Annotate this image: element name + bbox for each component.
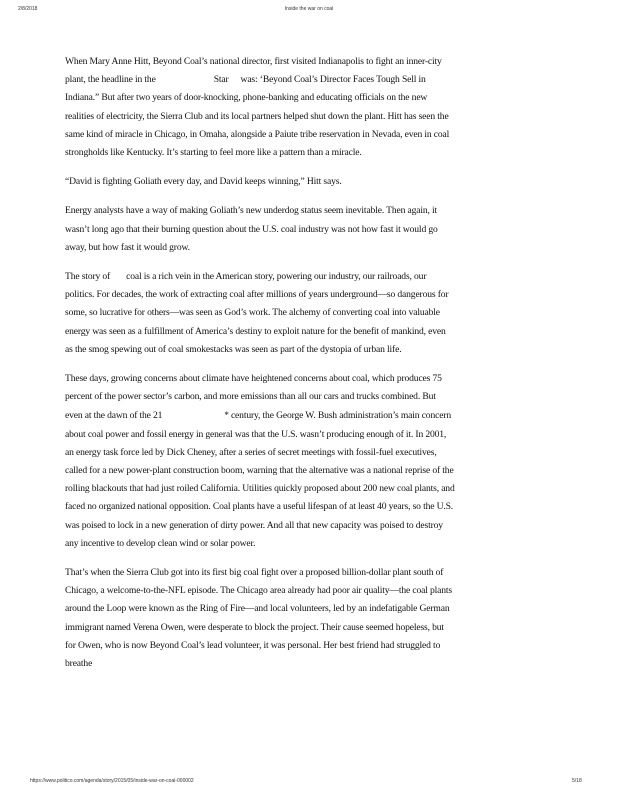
footer-page-number: 5/18	[572, 778, 582, 784]
paragraph-3: Energy analysts have a way of making Goliath’s new underdog status seem inevitable. Then again, it wasn’t long ago that their burning question about the U.S. coal industry was not how fast it would go away, but how fast it would grow.	[65, 205, 438, 253]
article-body	[65, 53, 455, 684]
paragraph-1: When Mary Anne Hitt, Beyond Coal’s national director, first visited Indianapolis to fight an inner-city plant, the headline in the Star was: ‘Beyond Coal’s Director Faces Tough Sell in Indiana.” But after two years of door-knocking, phone-banking and educating officials on the new realities of electricity, the Sierra Club and its local partners helped shut down the plant. Hitt has seen the same kind of miracle in Chicago, in Omaha, alongside a Paiute tribe reservation in Nevada, even in coal strongholds like Kentucky. It’s starting to feel more like a pattern than a miracle.	[65, 56, 450, 159]
paragraph-4: The story of coal is a rich vein in the American story, powering our industry, our railroads, our politics. For decades, the work of extracting coal after millions of years underground—so dangerous for some, so lucrative for others—was seen as God’s work. The alchemy of converting coal into valuable energy was seen as a fulfillment of America’s destiny to exploit nature for the benefit of mankind, even as the smog spewing out of coal smokestacks was seen as part of the dystopia of urban life.	[65, 271, 449, 355]
header-title: Inside the war on coal	[284, 6, 334, 12]
paragraph-5: These days, growing concerns about climate have heightened concerns about coal, which produces 75 percent of the power sector’s carbon, and more emissions than all our cars and trucks combined. But even at the dawn of the 21 * century, the George W. Bush administration’s main concern about coal power and fossil energy in general was that the U.S. wasn’t producing enough of it. In 2001, an energy task force led by Dick Cheney, after a series of secret meetings with fossil-fuel executives, called for a new power-plant construction boom, warning that the alternative was a national reprise of the rolling blackouts that had just roiled California. Utilities quickly proposed about 200 new coal plants, and faced no organized national opposition. Coal plants have a useful lifespan of at least 40 years, so the U.S. was poised to lock in a new generation of dirty power. And all that new capacity was poised to destroy any incentive to develop clean wind or solar power.	[65, 373, 455, 549]
paragraph-2: “David is fighting Goliath every day, and David keeps winning,” Hitt says.	[65, 176, 342, 188]
publication-name: Star	[213, 74, 229, 86]
footer-url: https://www.politico.com/agenda/story/2015/05/inside-war-on-coal-000002	[30, 778, 194, 784]
superscript-marker: *	[224, 410, 229, 421]
header-date: 2/8/2018	[18, 6, 38, 12]
paragraph-6: That’s when the Sierra Club got into its first big coal fight over a proposed billion-dollar plant south of Chicago, a welcome-to-the-NFL episode. The Chicago area already had poor air quality—the coal plants around the Loop were known as the Ring of Fire—and local volunteers, led by an indefatigable German immigrant named Verena Owen, were desperate to block the project. Their cause seemed hopeless, but for Owen, who is now Beyond Coal’s lead volunteer, it was personal. Her best friend had struggled to breathe	[65, 567, 452, 670]
